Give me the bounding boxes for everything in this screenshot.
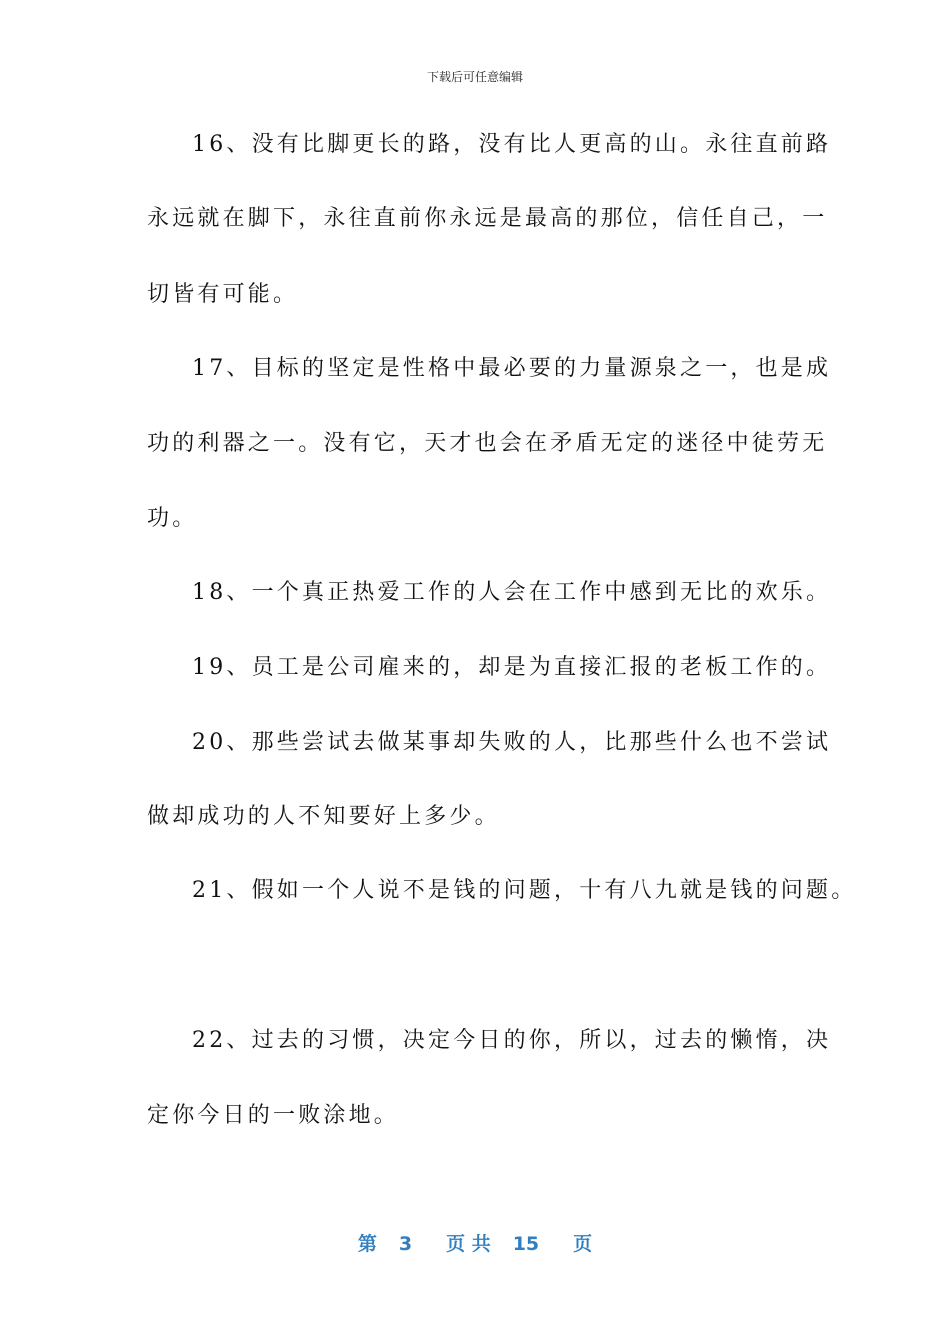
paragraph-17-line-1: 17、目标的坚定是性格中最必要的力量源泉之一，也是成 — [192, 356, 832, 381]
header-note: 下载后可任意编辑 — [426, 70, 523, 84]
footer-suffix: 页 — [573, 1233, 593, 1255]
footer-total-pages: 15 — [512, 1233, 540, 1255]
paragraph-16-line-1: 16、没有比脚更长的路，没有比人更高的山。永往直前路 — [192, 132, 832, 157]
paragraph-21: 21、假如一个人说不是钱的问题，十有八九就是钱的问题。 — [192, 878, 857, 903]
paragraph-22-line-1: 22、过去的习惯，决定今日的你，所以，过去的懒惰，决 — [192, 1028, 832, 1053]
paragraph-22-line-2: 定你今日的一败涂地。 — [147, 1103, 400, 1128]
paragraph-17-line-2: 功的利器之一。没有它，天才也会在矛盾无定的迷径中徒劳无 — [147, 431, 828, 456]
footer-prefix: 第 — [357, 1233, 377, 1255]
paragraph-17-line-3: 功。 — [147, 506, 198, 531]
paragraph-20-line-2: 做却成功的人不知要好上多少。 — [147, 804, 500, 829]
paragraph-18: 18、一个真正热爱工作的人会在工作中感到无比的欢乐。 — [192, 580, 832, 605]
footer-middle: 页 共 — [446, 1233, 491, 1255]
paragraph-19: 19、员工是公司雇来的，却是为直接汇报的老板工作的。 — [192, 655, 832, 680]
page-footer — [0, 1229, 950, 1256]
paragraph-20-line-1: 20、那些尝试去做某事却失败的人，比那些什么也不尝试 — [192, 730, 832, 755]
paragraph-16-line-3: 切皆有可能。 — [147, 282, 299, 307]
footer-current-page: 3 — [398, 1233, 413, 1255]
paragraph-16-line-2: 永远就在脚下，永往直前你永远是最高的那位，信任自己，一 — [147, 206, 828, 231]
